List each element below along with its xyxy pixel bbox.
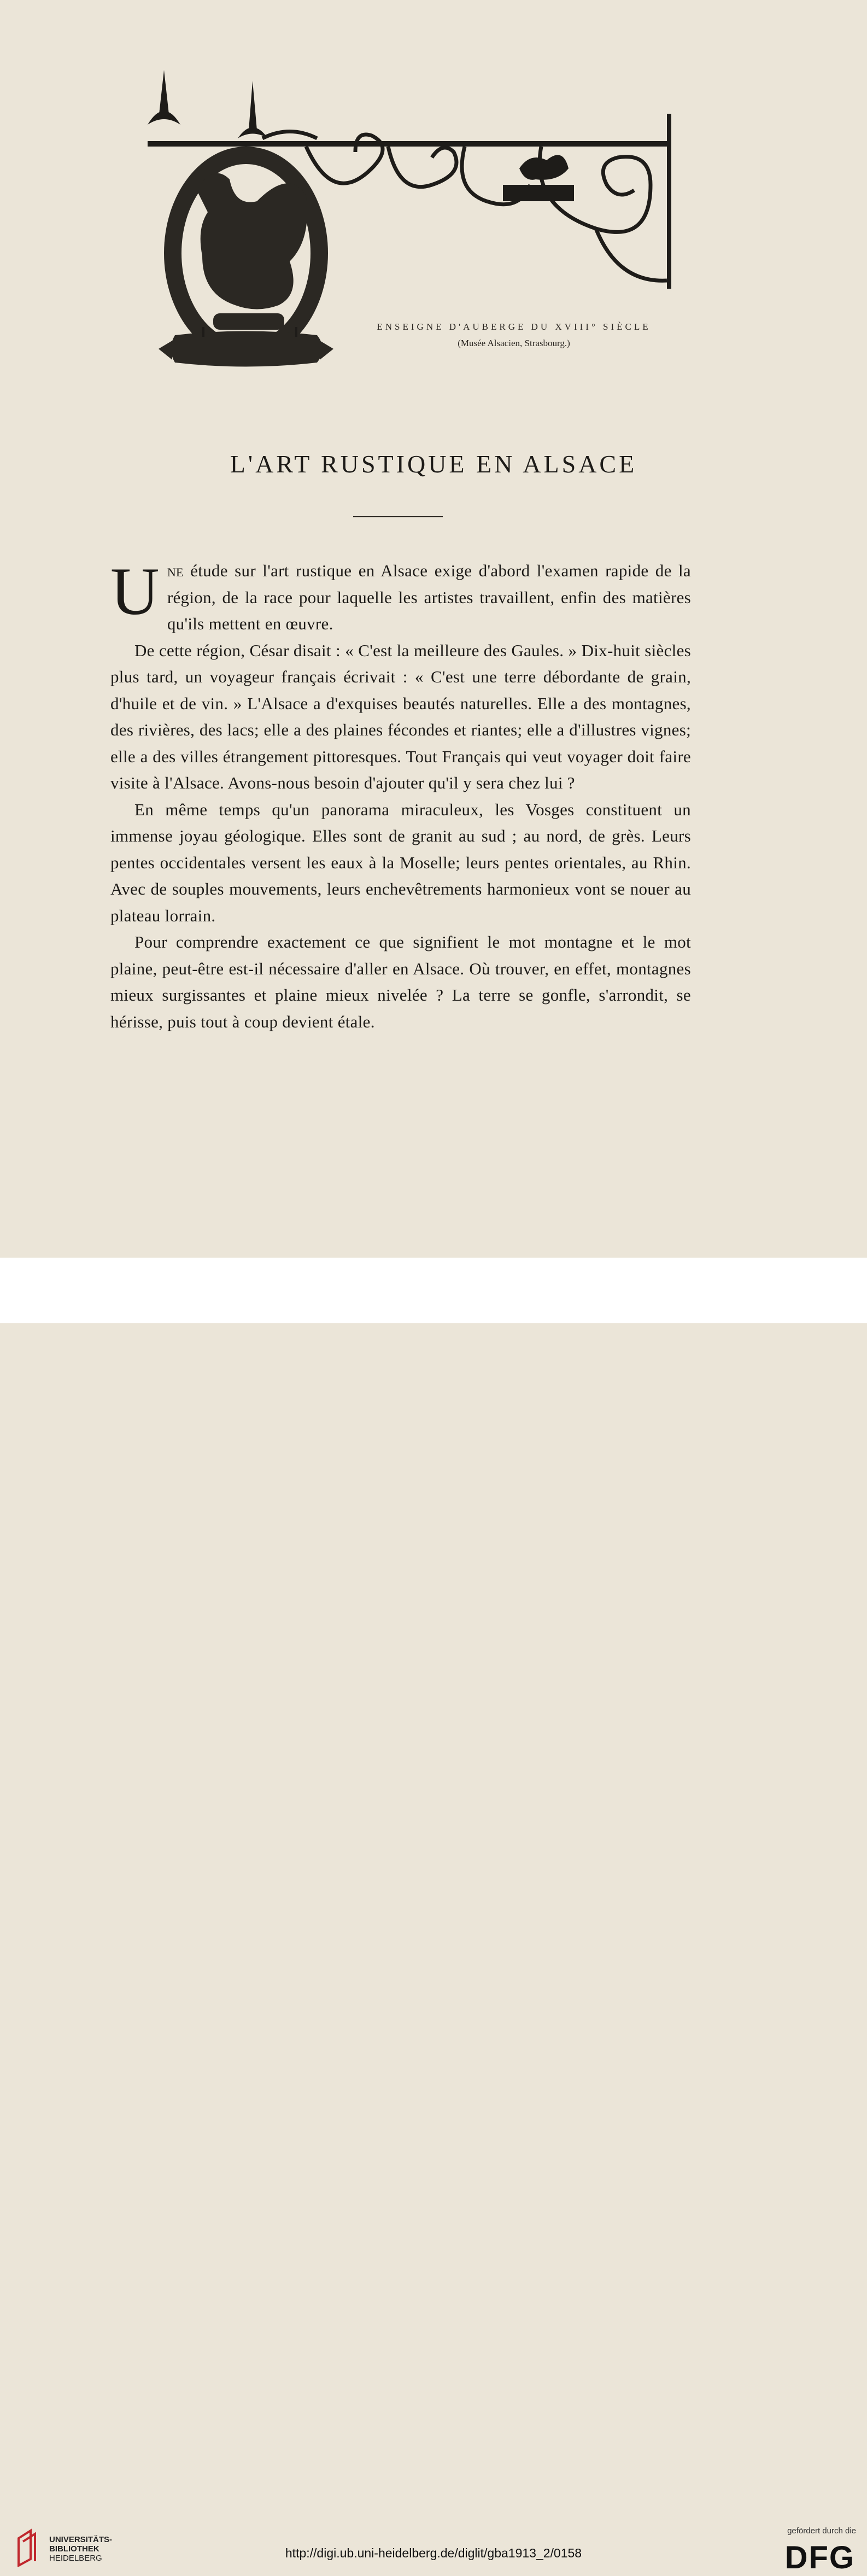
title-divider: [353, 516, 443, 517]
rooster-medallion: [164, 147, 328, 360]
caption-title: ENSEIGNE D'AUBERGE DU XVIII° SIÈCLE: [377, 322, 651, 332]
paragraph-3: En même temps qu'un panorama miraculeux, les Vosges constituent un immense joyau géologique. Elles sont de granit au sud ; au nord, de grès. Leurs pentes occidentales versent les eaux à la Moselle; leurs pentes orientales, au Rhin. Avec de souples mouvements, leurs enchevêtrements harmonieux vont se nouer au plateau lorrain.: [110, 799, 691, 925]
wall-bracket-post: [667, 114, 671, 289]
paragraph-2: De cette région, César disait : « C'est la meilleure des Gaules. » Dix-huit siècles plus tard, un voyageur français écrivait : « C'est une terre débordante de grain, d'huile et de vin. » L'Alsace a d'exquises beautés naturelles. Elle a des montagnes, des rivières, des lacs; elle a des plaines fécondes et riantes; elle a d'illustres vignes; elle a des villes étrangement pittoresques. Tout Français qui veut voyager doit faire visite à l'Alsace. Avons-nous besoin d'ajouter qu'il y sera chez lui ?: [110, 640, 691, 792]
library-name-line3: HEIDELBERG: [49, 2554, 102, 2563]
library-name-line1: UNIVERSITÄTS-: [49, 2535, 113, 2544]
sausage-sign: [159, 331, 333, 367]
small-finial: [238, 81, 268, 138]
digitization-footer: [0, 1258, 867, 2575]
first-word-rest: ne: [167, 561, 184, 580]
permalink-url[interactable]: http://digi.ub.uni-heidelberg.de/diglit/gba1913_2/0158: [285, 2546, 582, 2560]
library-name-line2: BIBLIOTHEK: [49, 2544, 99, 2554]
horizontal-bar: [148, 141, 670, 147]
dfg-logo: DFG: [784, 2540, 855, 2575]
inn-sign-illustration: [126, 65, 683, 414]
drop-cap: U: [110, 554, 160, 629]
article-title: L'ART RUSTIQUE EN ALSACE: [230, 450, 637, 478]
paragraph-1-text: étude sur l'art rustique en Alsace exige d'abord l'examen rapide de la région, de la race pour laquelle les artistes travaillent, enfin des matières qu'ils mettent en œuvre.: [167, 561, 691, 633]
fleur-de-lis-finial: [148, 70, 180, 125]
bird-ornament: [519, 155, 569, 179]
funding-credit: gefördert durch die: [787, 2526, 856, 2536]
caption-source: (Musée Alsacien, Strasbourg.): [458, 338, 570, 348]
paragraph-4: Pour comprendre exactement ce que signifient le mot montagne et le mot plaine, peut-être est-il nécessaire d'aller en Alsace. Où trouver, en effet, montagnes mieux surgissantes et plaine mieux nivelée ? La terre se gonfle, s'arrondit, se hérisse, puis tout à coup devient étale.: [110, 932, 691, 1031]
document-page: [0, 0, 867, 1258]
paragraph-1: [110, 554, 691, 638]
article-body: [110, 554, 691, 1035]
bracket-shelf: [503, 185, 574, 201]
illustration-caption: [350, 322, 678, 349]
